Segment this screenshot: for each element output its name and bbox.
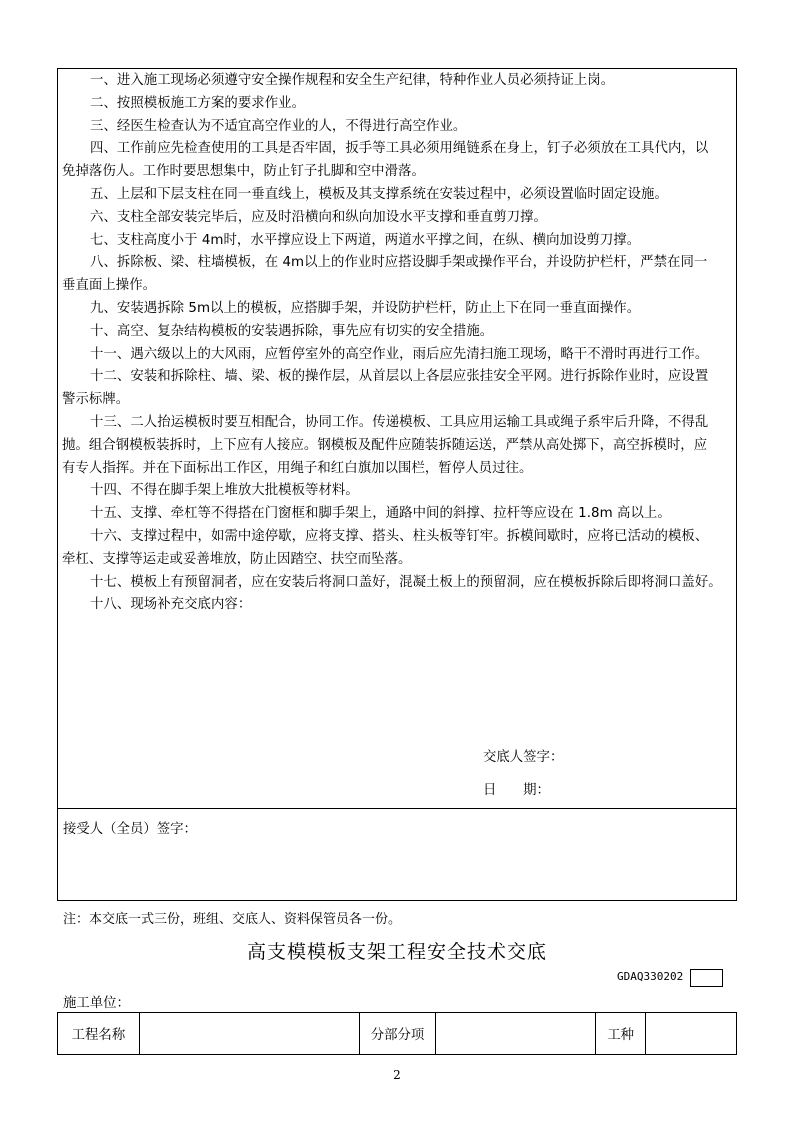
page-number: 2 [393, 1068, 401, 1082]
disclosure-line: 十三、二人抬运模板时要互相配合，协同工作。传递模板、工具应用运输工具或绳子系牢后升降，不得乱 [90, 414, 709, 430]
disclosure-line: 十五、支撑、牵杠等不得搭在门窗框和脚手架上，通路中间的斜撑、拉杆等应设在 1.8m 高以上。 [90, 506, 671, 522]
subdivision-label: 分部分项 [359, 1013, 436, 1055]
disclosure-line: 十一、遇六级以上的大风雨，应暂停室外的高空作业，雨后应先清扫施工现场，略干不滑时再进行工作。 [90, 346, 709, 362]
disclosure-line: 十二、安装和拆除柱、墙、梁、板的操作层，从首层以上各层应张挂安全平网。进行拆除作业时，应设置 [90, 369, 709, 385]
presenter-signature-label: 交底人签字： [483, 750, 564, 765]
disclosure-line: 十六、支撑过程中，如需中途停歇，应将支撑、搭头、柱头板等钉牢。拆模间歇时，应将已活动的模板、 [90, 528, 709, 544]
disclosure-line: 十七、模板上有预留洞者，应在安装后将洞口盖好，混凝土板上的预留洞，应在模板拆除后即将洞口盖好。 [90, 574, 722, 590]
disclosure-line: 有专人指挥。并在下面标出工作区，用绳子和红白旗加以围栏，暂停人员过往。 [62, 460, 533, 476]
disclosure-line: 一、进入施工现场必须遵守安全操作规程和安全生产纪律，特种作业人员必须持证上岗。 [90, 73, 615, 88]
construction-unit-label: 施工单位： [63, 996, 130, 1011]
disclosure-line: 三、经医生检查认为不适宜高空作业的人，不得进行高空作业。 [90, 118, 467, 134]
disclosure-line: 十、高空、复杂结构模板的安装遇拆除，事先应有切实的安全措施。 [90, 323, 494, 339]
trade-field[interactable] [646, 1013, 737, 1055]
project-name-label: 工程名称 [58, 1013, 140, 1055]
subdivision-field[interactable] [436, 1013, 596, 1055]
disclosure-line: 五、上层和下层支柱在同一垂直线上，模板及其支撑系统在安装过程中，必须设置临时固定设施。 [90, 186, 668, 202]
disclosure-line: 四、工作前应先检查使用的工具是否牢固，扳手等工具必须用绳链系在身上，钉子必须放在工具代内，以 [90, 141, 709, 157]
disclosure-line: 十八、现场补充交底内容： [90, 597, 252, 613]
section-divider [57, 808, 737, 809]
trade-label: 工种 [596, 1013, 646, 1055]
footnote: 注：本交底一式三份，班组、交底人、资料保管员各一份。 [63, 912, 402, 927]
project-name-field[interactable] [139, 1013, 359, 1055]
disclosure-line: 九、安装遇拆除 5m以上的模板，应搭脚手架，并设防护栏杆，防止上下在同一垂直面操作。 [90, 300, 641, 316]
disclosure-line: 十四、不得在脚手架上堆放大批模板等材料。 [90, 483, 359, 499]
project-info-table [57, 1012, 737, 1055]
disclosure-line: 垂直面上操作。 [62, 278, 157, 294]
document-title: 高支模模板支架工程安全技术交底 [246, 941, 547, 963]
receiver-signature-label: 接受人（全员）签字： [63, 822, 197, 837]
disclosure-line: 抛。组合钢模板装拆时，上下应有人接应。钢模板及配件应随装拆随运送，严禁从高处掷下，高空拆模时，应 [62, 437, 708, 453]
disclosure-line: 二、按照模板施工方案的要求作业。 [90, 95, 306, 111]
disclosure-line: 六、支柱全部安装完毕后，应及时沿横向和纵向加设水平支撑和垂直剪刀撑。 [90, 209, 547, 225]
disclosure-line: 警示标牌。 [62, 392, 130, 408]
form-code: GDAQ330202 [617, 970, 684, 983]
disclosure-line: 免掉落伤人。工作时要思想集中，防止钉子扎脚和空中滑落。 [62, 164, 425, 180]
form-code-box [690, 969, 723, 987]
disclosure-line: 八、拆除板、梁、柱墙模板，在 4m以上的作业时应搭设脚手架或操作平台，并设防护栏杆，严禁在同一 [90, 255, 708, 271]
disclosure-line: 牵杠、支撑等运走或妥善堆放，防止因踏空、扶空而坠落。 [62, 551, 412, 567]
date-label: 日 期： [483, 783, 550, 798]
disclosure-items [62, 70, 732, 617]
disclosure-line: 七、支柱高度小于 4m时，水平撑应设上下两道，两道水平撑之间，在纵、横向加设剪刀撑。 [90, 232, 641, 248]
